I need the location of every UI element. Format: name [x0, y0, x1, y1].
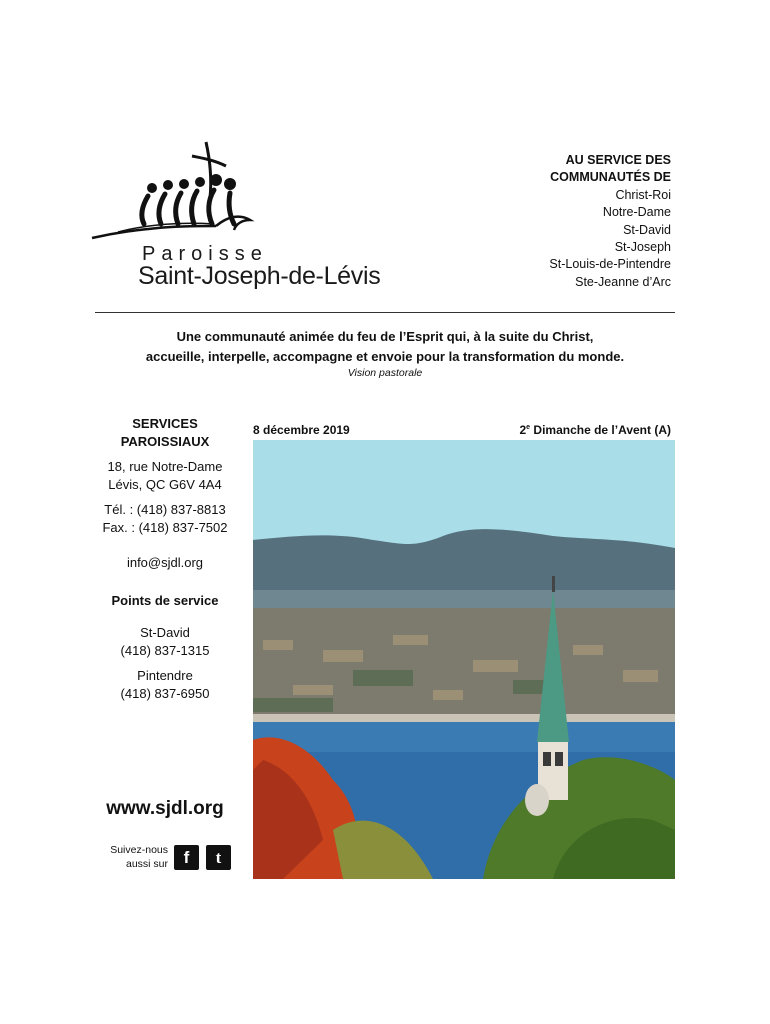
- liturgical-sunday: [519, 423, 671, 437]
- communities-heading-1: AU SERVICE DES: [565, 153, 671, 167]
- community-item: St-David: [623, 222, 671, 237]
- cover-photo: [253, 440, 675, 879]
- twitter-icon[interactable]: t: [206, 845, 231, 870]
- point-name: St-David: [140, 625, 190, 640]
- logo-text-parish-name: Saint-Joseph-de-Lévis: [138, 262, 381, 290]
- facebook-icon[interactable]: f: [174, 845, 199, 870]
- address-line-1: 18, rue Notre-Dame: [107, 459, 223, 474]
- vision-statement: [95, 327, 675, 380]
- vision-line-1: Une communauté animée du feu de l’Esprit qui, à la suite du Christ,: [176, 329, 594, 344]
- communities-block: [549, 152, 671, 291]
- community-item: St-Joseph: [614, 240, 671, 255]
- contact-column: [95, 415, 235, 703]
- communities-heading-2: COMMUNAUTÉS DE: [550, 170, 671, 185]
- community-item: Notre-Dame: [602, 205, 671, 220]
- header-divider: [95, 312, 675, 313]
- community-item: Ste-Jeanne d’Arc: [575, 274, 671, 289]
- address-line-2: Lévis, QC G6V 4A4: [108, 477, 222, 492]
- parish-logo: [88, 140, 258, 245]
- sunday-number: 2: [519, 423, 527, 437]
- point-phone: (418) 837-6950: [120, 686, 210, 701]
- email-address[interactable]: info@sjdl.org: [126, 555, 204, 570]
- services-title-2: PAROISSIAUX: [120, 434, 210, 449]
- community-item: Christ-Roi: [615, 187, 671, 202]
- point-name: Pintendre: [137, 668, 193, 683]
- website-link[interactable]: www.sjdl.org: [106, 798, 224, 819]
- vision-line-2: accueille, interpelle, accompagne et envoie pour la transformation du monde.: [145, 349, 625, 364]
- follow-text: [98, 843, 168, 871]
- fax-number: Fax. : (418) 837-7502: [102, 520, 228, 535]
- phone-number: Tél. : (418) 837-8813: [104, 502, 226, 517]
- point-phone: (418) 837-1315: [120, 643, 210, 658]
- logo-text-paroisse: Paroisse: [142, 243, 268, 265]
- services-title-1: SERVICES: [132, 416, 198, 431]
- follow-line-1: Suivez-nous: [110, 844, 168, 856]
- sunday-text: Dimanche de l’Avent (A): [530, 423, 671, 437]
- vision-source: Vision pastorale: [347, 367, 423, 379]
- community-item: St-Louis-de-Pintendre: [549, 257, 671, 272]
- points-title: Points de service: [111, 593, 219, 608]
- bulletin-date: 8 décembre 2019: [253, 423, 350, 437]
- follow-line-2: aussi sur: [125, 858, 168, 870]
- sunday-suffix: e: [526, 424, 531, 431]
